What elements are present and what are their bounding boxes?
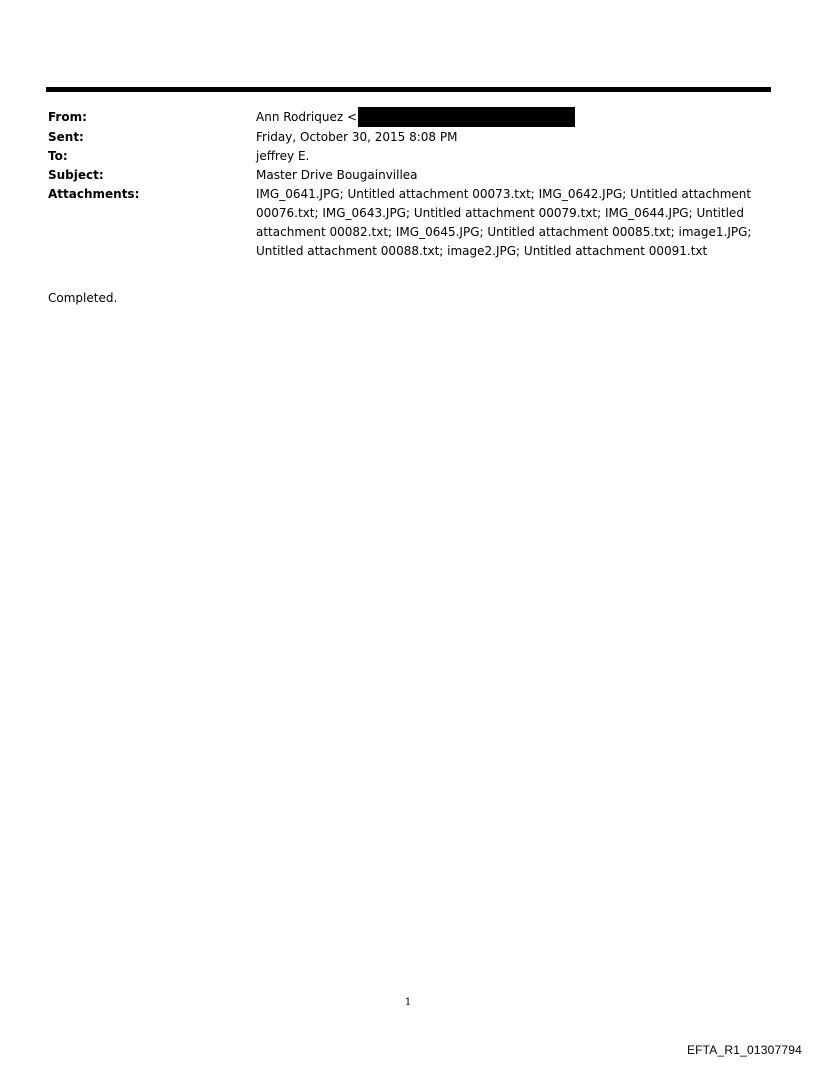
to-label: To: <box>48 149 68 163</box>
to-row <box>48 147 768 166</box>
from-label: From: <box>48 110 87 124</box>
sent-row <box>48 128 768 147</box>
sent-value: Friday, October 30, 2015 8:08 PM <box>256 130 458 144</box>
subject-label: Subject: <box>48 168 104 182</box>
page-number: 1 <box>404 997 412 1008</box>
attachments-row <box>48 185 768 261</box>
email-body: Completed. <box>48 291 118 305</box>
from-row <box>48 108 768 128</box>
subject-row <box>48 166 768 185</box>
attachments-label: Attachments: <box>48 187 140 201</box>
attachments-value: IMG_0641.JPG; Untitled attachment 00073.txt; IMG_0642.JPG; Untitled attachment 00076.txt; IMG_0643.JPG; Untitled attachment 00079.txt; IMG_0644.JPG; Untitled attachment 00082.txt; IMG_0645.JPG; Untitled attachment 00085.txt; image1.JPG; Untitled attachment 00088.txt; image2.JPG; Untitled attachment 00091.txt <box>256 187 752 258</box>
header-divider <box>46 87 771 92</box>
email-header <box>48 108 768 261</box>
redaction-box <box>358 107 575 127</box>
subject-value: Master Drive Bougainvillea <box>256 168 418 182</box>
from-value-container <box>256 108 768 128</box>
bates-number: EFTA_R1_01307794 <box>686 1043 802 1057</box>
from-value: Ann Rodriquez < <box>256 110 358 124</box>
sent-label: Sent: <box>48 130 84 144</box>
to-value: jeffrey E. <box>256 149 310 163</box>
